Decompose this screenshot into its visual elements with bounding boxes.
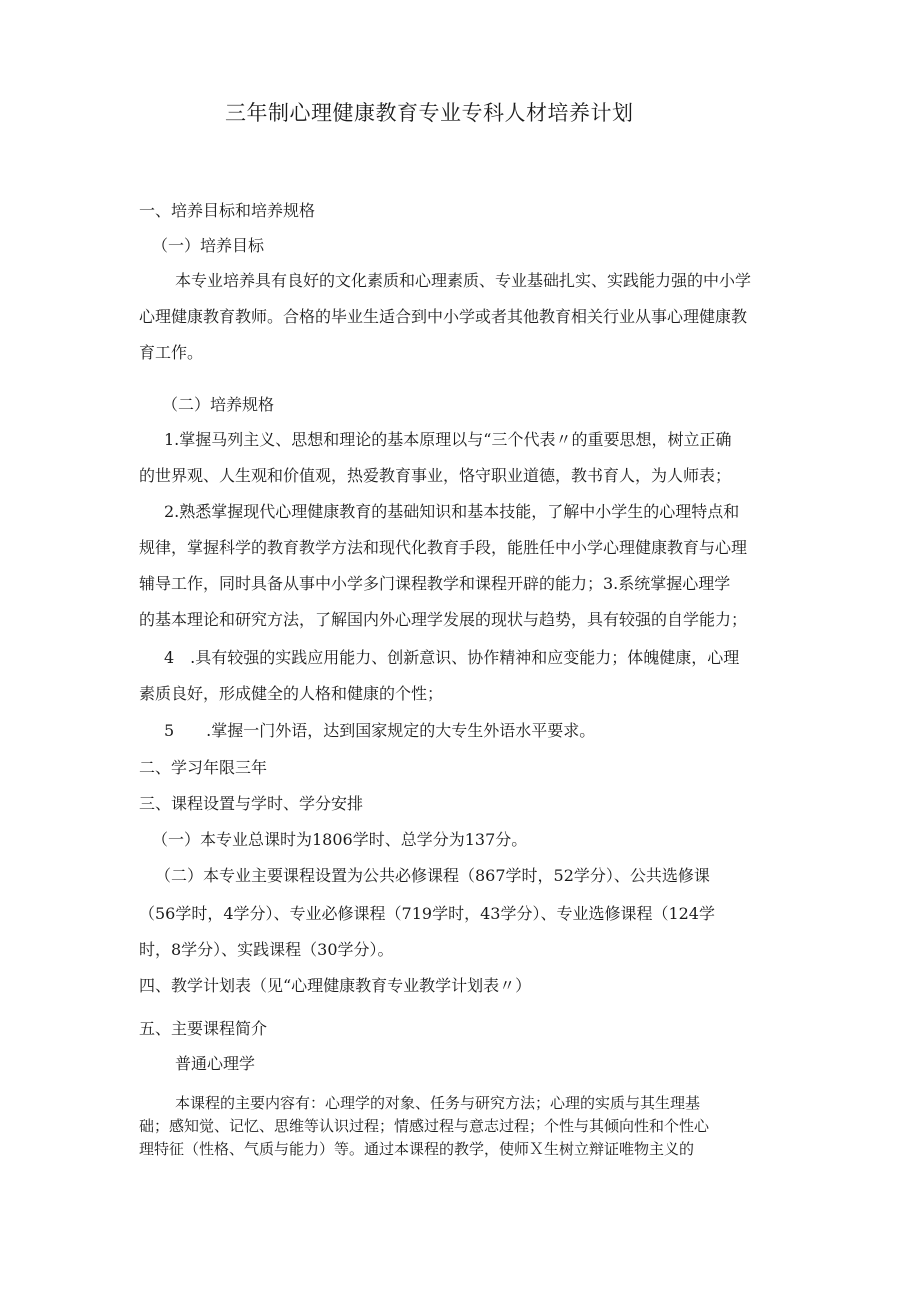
paragraph-line: 的世界观、人生观和价值观，热爱教育事业，恪守职业道德，教书育人，为人师表；: [139, 466, 732, 485]
paragraph-line: （56学时，4学分）、专业必修课程（719学时，43学分）、专业选修课程（124学: [139, 904, 715, 923]
document-title: 三年制心理健康教育专业专科人材培养计划: [225, 101, 634, 125]
paragraph-line: （二）本专业主要课程设置为公共必修课程（867学时，52学分）、公共选修课: [155, 866, 710, 885]
paragraph-line: 规律，掌握科学的教育教学方法和现代化教育手段，能胜任中小学心理健康教育与心理: [139, 538, 748, 557]
subsection-heading: （一）培养目标: [152, 236, 265, 255]
paragraph-line: 素质良好，形成健全的人格和健康的个性；: [139, 684, 444, 703]
subsection-heading: （二）培养规格: [162, 395, 275, 414]
section-heading-2: 二、学习年限三年: [139, 758, 268, 777]
paragraph-line: 的基本理论和研究方法，了解国内外心理学发展的现状与趋势，具有较强的自学能力；: [139, 610, 748, 629]
paragraph-line: 5 .掌握一门外语，达到国家规定的大专生外语水平要求。: [164, 721, 596, 740]
section-heading-1: 一、培养目标和培养规格: [139, 201, 316, 220]
paragraph-line: 时，8学分）、实践课程（30学分）。: [139, 940, 394, 959]
paragraph-line: 4 .具有较强的实践应用能力、创新意识、协作精神和应变能力；体魄健康，心理: [164, 648, 740, 667]
paragraph-line: 心理健康教育教师。合格的毕业生适合到中小学或者其他教育相关行业从事心理健康教: [139, 307, 748, 326]
paragraph-line: 育工作。: [139, 343, 204, 362]
section-heading-5: 五、主要课程简介: [139, 1019, 268, 1038]
paragraph-line: 辅导工作，同时具备从事中小学多门课程教学和课程开辟的能力；3.系统掌握心理学: [139, 574, 731, 593]
paragraph-line: 理特征（性格、气质与能力）等。通过本课程的教学，使师Ｘ生树立辩证唯物主义的: [139, 1140, 695, 1158]
paragraph-line: （一）本专业总课时为1806学时、总学分为137分。: [152, 830, 528, 849]
course-name: 普通心理学: [175, 1054, 256, 1073]
paragraph-line: 本专业培养具有良好的文化素质和心理素质、专业基础扎实、实践能力强的中小学: [175, 271, 752, 290]
paragraph-line: 础；感知觉、记忆、思维等认识过程；情感过程与意志过程；个性与其倾向性和个性心: [139, 1117, 710, 1135]
section-heading-3: 三、课程设置与学时、学分安排: [139, 794, 364, 813]
paragraph-line: 1.掌握马列主义、思想和理论的基本原理以与“三个代表〃的重要思想，树立正确: [164, 430, 732, 449]
paragraph-line: 本课程的主要内容有：心理学的对象、任务与研究方法；心理的实质与其生理基: [175, 1094, 701, 1112]
paragraph-line: 2.熟悉掌握现代心理健康教育的基础知识和基本技能，了解中小学生的心理特点和: [164, 502, 740, 521]
section-heading-4: 四、教学计划表（见“心理健康教育专业教学计划表〃）: [139, 976, 532, 995]
